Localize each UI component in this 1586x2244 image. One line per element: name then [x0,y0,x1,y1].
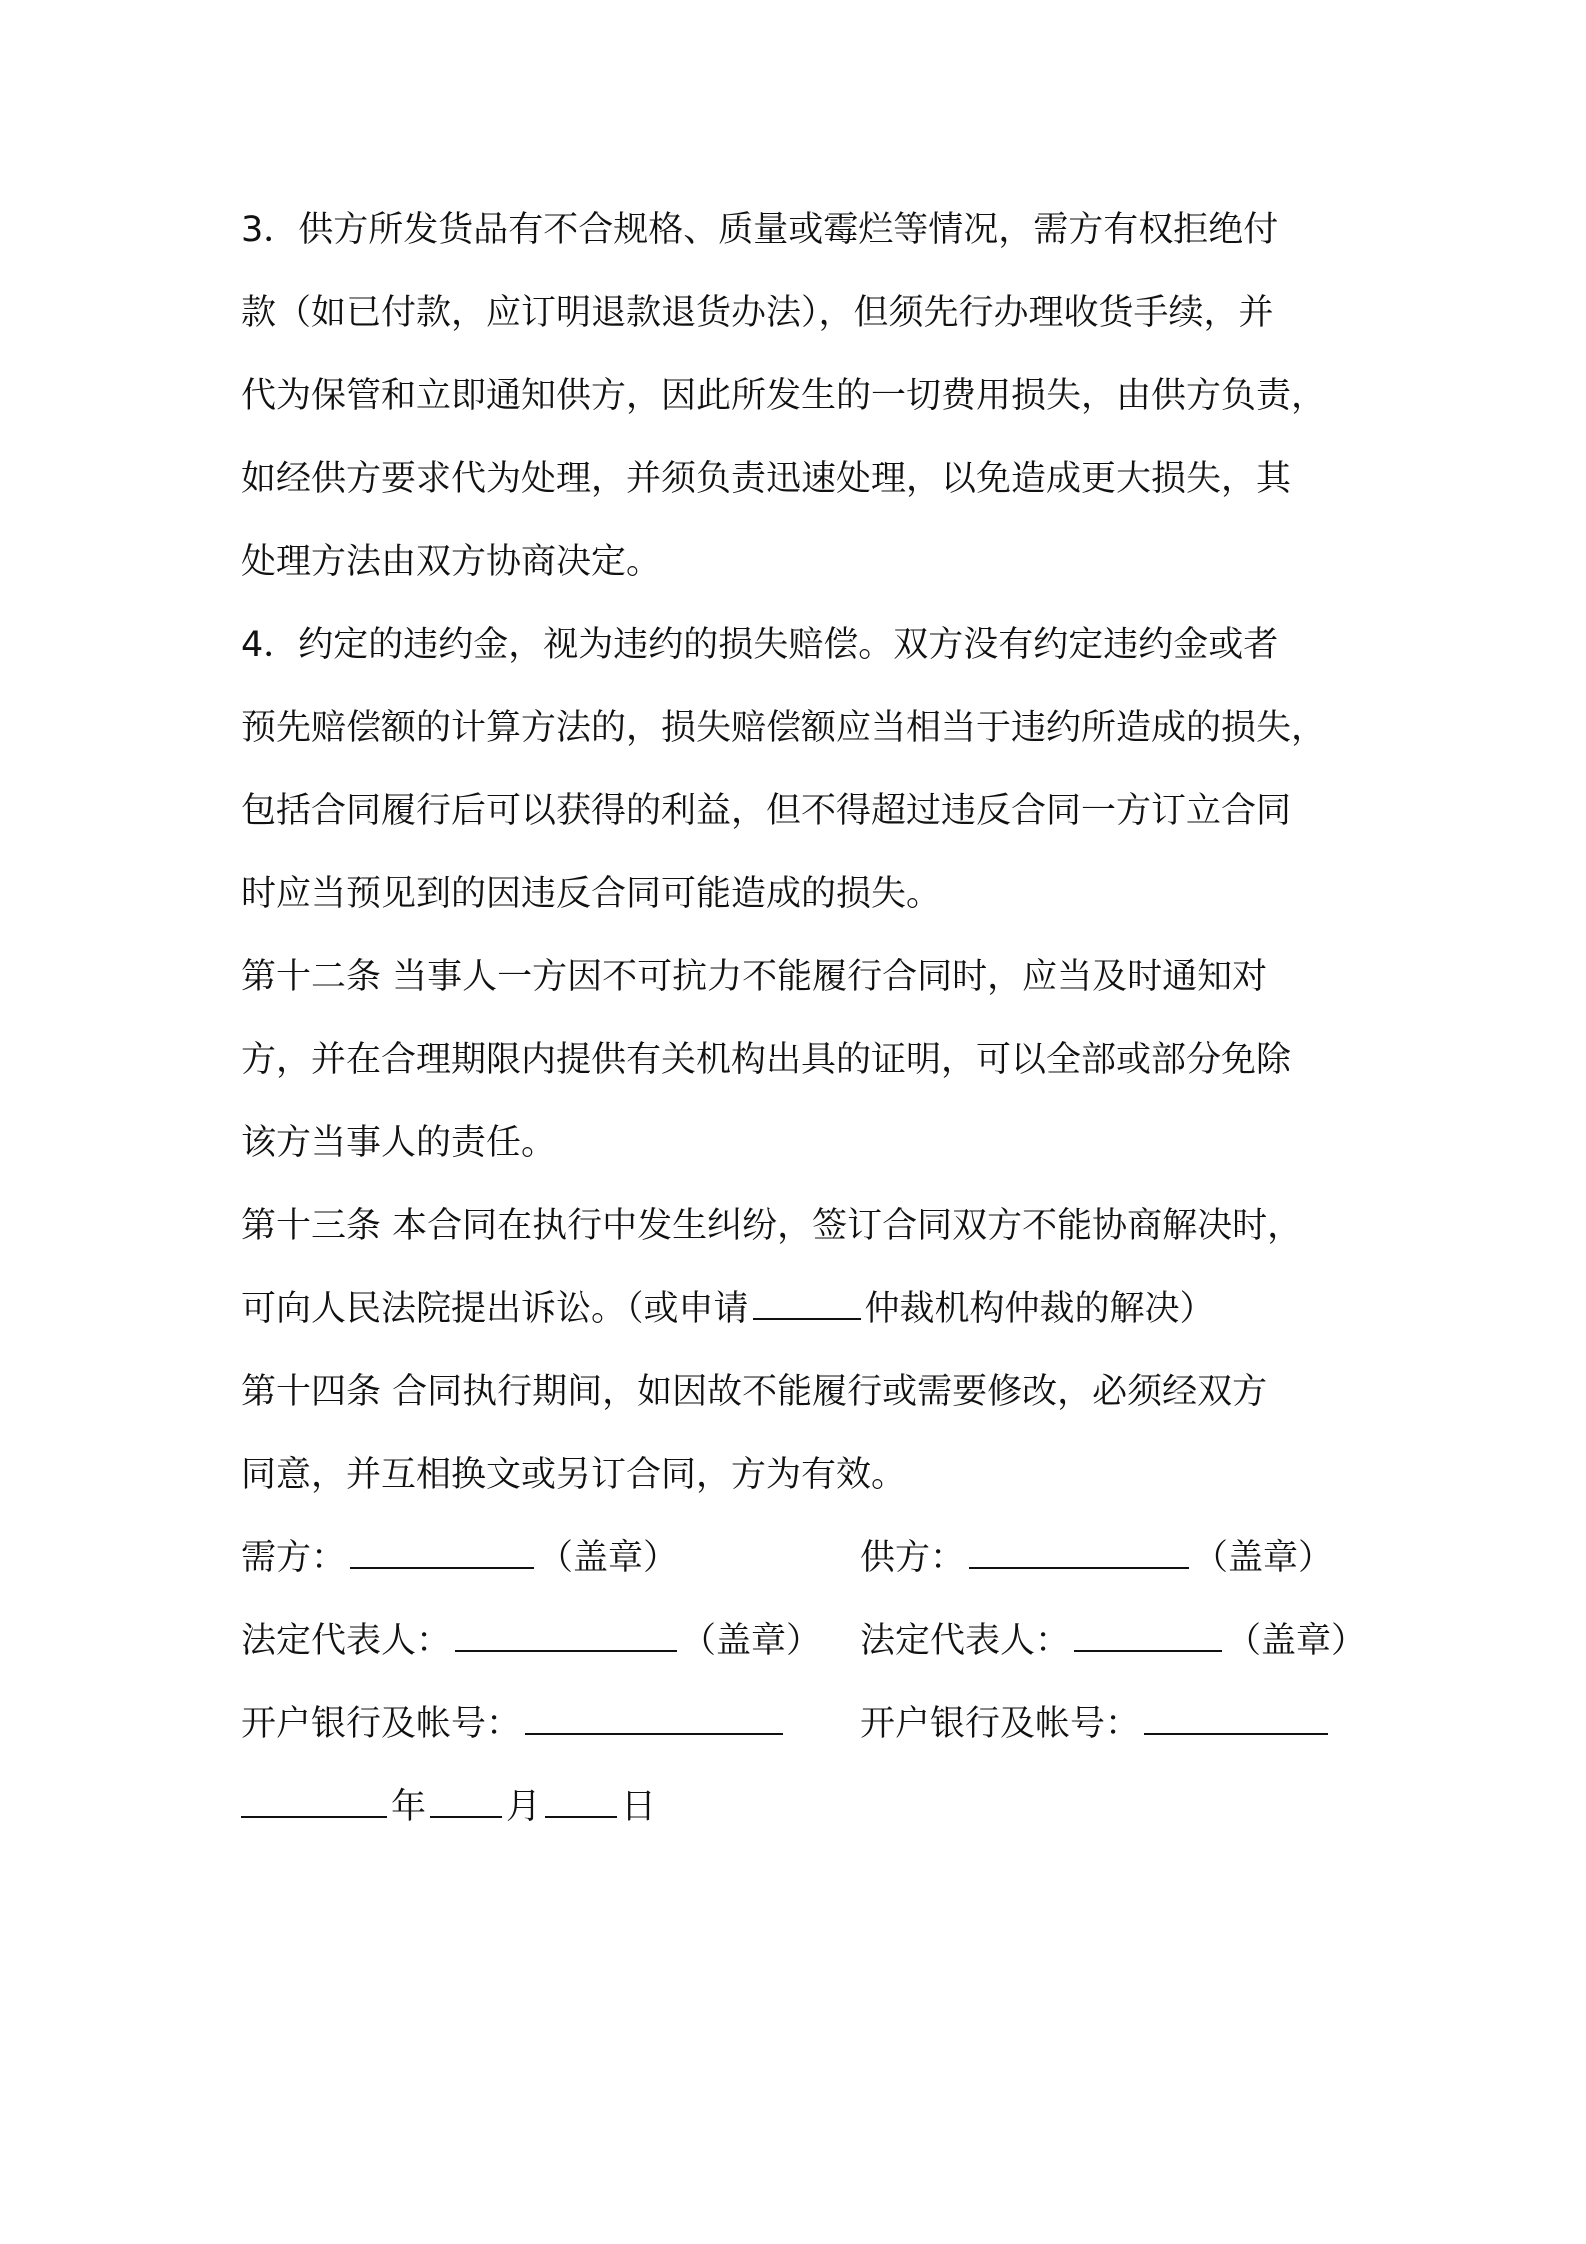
supply-representative-label: 法定代表人： [860,1621,1071,1661]
signature-row-representatives [241,1616,1371,1666]
supply-representative-field [860,1616,1366,1666]
demand-party-label: 需方： [241,1538,347,1578]
article-13-text-before: 可向人民法院提出诉讼。（或申请 [241,1289,749,1329]
article-12-line-1: 第十二条 当事人一方因不可抗力不能履行合同时，应当及时通知对 [241,957,1268,997]
article-13-line-2 [241,1284,1215,1334]
clause-3-line-2: 款（如已付款，应订明退款退货办法），但须先行办理收货手续，并 [241,293,1274,333]
arbitration-institution-blank[interactable] [753,1284,861,1320]
day-blank[interactable] [545,1782,617,1818]
article-12-line-2: 方，并在合理期限内提供有关机构出具的证明，可以全部或部分免除 [241,1040,1292,1080]
article-14-line-2: 同意，并互相换文或另订合同，方为有效。 [241,1455,907,1495]
clause-4-line-4: 时应当预见到的因违反合同可能造成的损失。 [241,874,942,914]
supply-bank-blank[interactable] [1144,1699,1328,1735]
month-blank[interactable] [430,1782,502,1818]
supply-bank-field [860,1699,1332,1749]
clause-4-line-3: 包括合同履行后可以获得的利益，但不得超过违反合同一方订立合同 [241,791,1292,831]
supply-party-label: 供方： [860,1538,966,1578]
demand-party-blank[interactable] [350,1533,534,1569]
clause-3-line-5: 处理方法由双方协商决定。 [241,542,662,582]
demand-party-seal: （盖章） [538,1538,679,1578]
clause-4-line-2: 预先赔偿额的计算方法的，损失赔偿额应当相当于违约所造成的损失， [241,708,1327,748]
year-blank[interactable] [241,1782,387,1818]
supply-party-field [860,1533,1333,1583]
article-12-line-3: 该方当事人的责任。 [241,1123,557,1163]
supply-representative-seal: （盖章） [1226,1621,1367,1661]
demand-representative-field [241,1616,821,1666]
signature-row-bank-accounts [241,1699,1371,1749]
clause-3-line-4: 如经供方要求代为处理，并须负责迅速处理，以免造成更大损失，其 [241,459,1292,499]
demand-bank-field [241,1699,787,1749]
article-14-line-1: 第十四条 合同执行期间，如因故不能履行或需要修改，必须经双方 [241,1372,1268,1412]
demand-bank-label: 开户银行及帐号： [241,1704,522,1744]
month-label: 月 [506,1787,542,1827]
demand-representative-seal: （盖章） [681,1621,822,1661]
supply-party-seal: （盖章） [1193,1538,1334,1578]
signature-row-parties [241,1533,1371,1583]
year-label: 年 [391,1787,427,1827]
article-13-text-after: 仲裁机构仲裁的解决） [864,1289,1215,1329]
day-label: 日 [621,1787,657,1827]
date-line [241,1782,656,1832]
supply-bank-label: 开户银行及帐号： [860,1704,1141,1744]
demand-bank-blank[interactable] [525,1699,783,1735]
article-13-line-1: 第十三条 本合同在执行中发生纠纷，签订合同双方不能协商解决时， [241,1206,1303,1246]
supply-party-blank[interactable] [969,1533,1189,1569]
demand-representative-label: 法定代表人： [241,1621,452,1661]
clause-3-line-3: 代为保管和立即通知供方，因此所发生的一切费用损失，由供方负责， [241,376,1327,416]
demand-representative-blank[interactable] [455,1616,677,1652]
supply-representative-blank[interactable] [1074,1616,1222,1652]
clause-3-line-1: 3．供方所发货品有不合规格、质量或霉烂等情况，需方有权拒绝付 [241,210,1279,250]
clause-4-line-1: 4．约定的违约金，视为违约的损失赔偿。双方没有约定违约金或者 [241,625,1279,665]
demand-party-field [241,1533,678,1583]
